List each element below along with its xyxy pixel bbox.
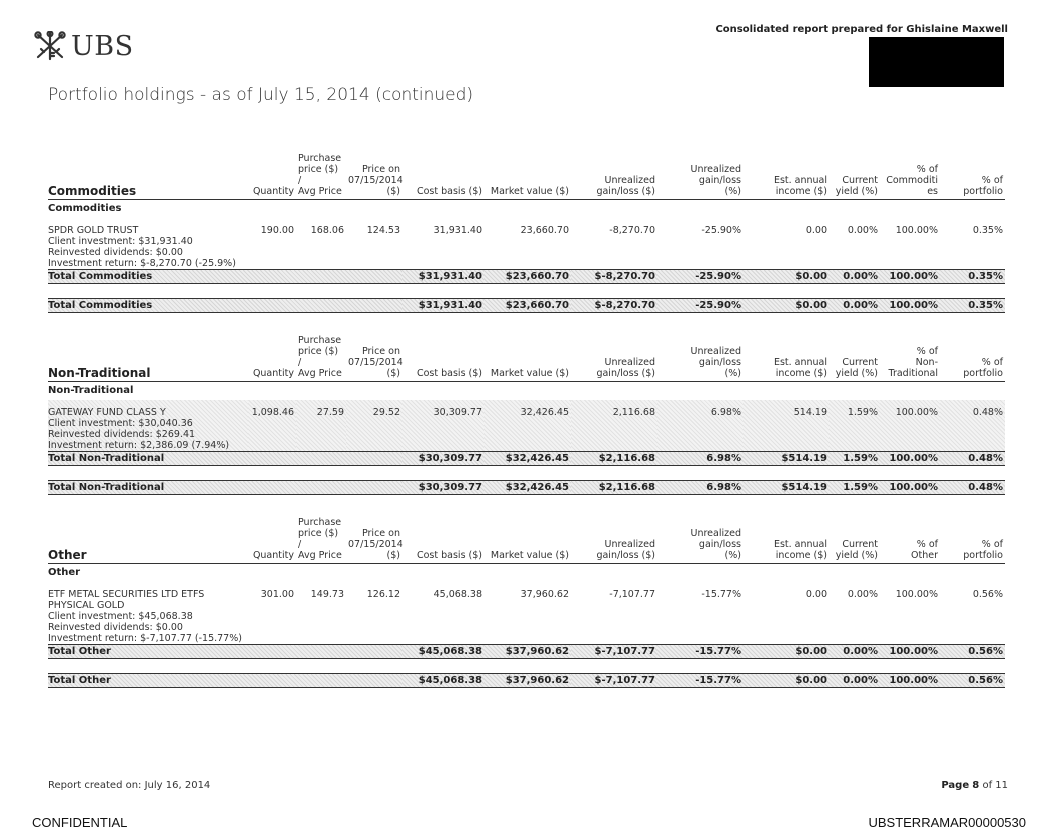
col-est-income: Est. annual income ($) bbox=[743, 335, 829, 382]
col-pct-portfolio: % of portfolio bbox=[940, 517, 1005, 564]
col-purchase-price: Purchase price ($) / Avg Price bbox=[296, 153, 346, 200]
subtotal-cost: $45,068.38 bbox=[402, 645, 484, 659]
subtotal-row bbox=[48, 452, 1005, 466]
total-unrealized: $-8,270.70 bbox=[571, 299, 657, 313]
page-current: 8 bbox=[972, 780, 980, 791]
holding-row bbox=[48, 218, 1005, 270]
col-cost-basis: Cost basis ($) bbox=[402, 335, 484, 382]
col-price-on-date: Price on 07/15/2014 ($) bbox=[346, 153, 402, 200]
section-non-traditional bbox=[48, 335, 1005, 495]
subtotal-pct-category: 100.00% bbox=[880, 452, 940, 466]
subtotal-unrealized: $-7,107.77 bbox=[571, 645, 657, 659]
total-row bbox=[48, 481, 1005, 495]
col-purchase-price: Purchase price ($) / Avg Price bbox=[296, 335, 346, 382]
holding-pct-category: 100.00% bbox=[895, 589, 938, 600]
section-title: Other bbox=[48, 517, 248, 564]
holding-cost-basis: 45,068.38 bbox=[433, 589, 482, 600]
holding-purchase-price: 27.59 bbox=[296, 400, 346, 452]
col-unrealized-pct: Unrealized gain/loss (%) bbox=[657, 153, 743, 200]
holding-unrealized-pct: -25.90% bbox=[701, 225, 741, 236]
holding-market-value: 23,660.70 bbox=[520, 225, 569, 236]
col-current-yield: Current yield (%) bbox=[829, 153, 880, 200]
total-income: $0.00 bbox=[743, 299, 829, 313]
col-pct-category: % of Commoditi es bbox=[880, 153, 940, 200]
holding-pct-category: 100.00% bbox=[895, 225, 938, 236]
total-pct-portfolio: 0.56% bbox=[940, 674, 1005, 688]
total-label: Total Non-Traditional bbox=[48, 481, 402, 495]
col-current-yield: Current yield (%) bbox=[829, 335, 880, 382]
total-unrealized-pct: 6.98% bbox=[657, 481, 743, 495]
col-est-income: Est. annual income ($) bbox=[743, 153, 829, 200]
holding-market-value: 32,426.45 bbox=[484, 400, 571, 452]
subtotal-cost: $31,931.40 bbox=[402, 270, 484, 284]
holding-est-income: 0.00 bbox=[805, 225, 827, 236]
section-title: Non-Traditional bbox=[48, 335, 248, 382]
holding-name: SPDR GOLD TRUST Client investment: $31,931.40 Reinvested dividends: $0.00 Investment return: $-8,270.70 (-25.9%) bbox=[48, 225, 236, 269]
total-row bbox=[48, 674, 1005, 688]
total-row bbox=[48, 299, 1005, 313]
col-quantity: Quantity bbox=[248, 335, 296, 382]
total-label: Total Commodities bbox=[48, 299, 402, 313]
subtotal-label: Total Other bbox=[48, 645, 402, 659]
subcategory-label: Non-Traditional bbox=[48, 385, 134, 396]
col-pct-category: % of Other bbox=[880, 517, 940, 564]
keys-icon bbox=[32, 31, 68, 61]
holding-purchase-price: 168.06 bbox=[310, 225, 344, 236]
col-pct-portfolio: % of portfolio bbox=[940, 335, 1005, 382]
total-unrealized-pct: -15.77% bbox=[657, 674, 743, 688]
col-quantity: Quantity bbox=[248, 517, 296, 564]
holding-yield: 0.00% bbox=[847, 225, 878, 236]
holding-purchase-price: 149.73 bbox=[310, 589, 344, 600]
report-recipient: Consolidated report prepared for Ghislaine Maxwell bbox=[715, 24, 1008, 35]
total-market: $37,960.62 bbox=[484, 674, 571, 688]
holding-unrealized: -7,107.77 bbox=[609, 589, 655, 600]
holding-price: 124.53 bbox=[366, 225, 400, 236]
col-unrealized: Unrealized gain/loss ($) bbox=[571, 153, 657, 200]
holding-pct-portfolio: 0.48% bbox=[940, 400, 1005, 452]
total-income: $514.19 bbox=[743, 481, 829, 495]
col-market-value: Market value ($) bbox=[484, 335, 571, 382]
redaction-box bbox=[869, 37, 1004, 87]
report-created-date: Report created on: July 16, 2014 bbox=[48, 780, 211, 791]
col-unrealized: Unrealized gain/loss ($) bbox=[571, 335, 657, 382]
subtotal-unrealized: $-8,270.70 bbox=[571, 270, 657, 284]
holding-quantity: 190.00 bbox=[260, 225, 294, 236]
confidential-stamp: CONFIDENTIAL bbox=[32, 815, 128, 830]
holding-unrealized-pct: 6.98% bbox=[657, 400, 743, 452]
subtotal-yield: 0.00% bbox=[829, 645, 880, 659]
holding-name: ETF METAL SECURITIES LTD ETFS PHYSICAL GOLD Client investment: $45,068.38 Reinvested dividends: $0.00 Investment return: $-7,107.77 (-15.77%) bbox=[48, 589, 242, 644]
col-unrealized-pct: Unrealized gain/loss (%) bbox=[657, 335, 743, 382]
page-title: Portfolio holdings - as of July 15, 2014 (continued) bbox=[48, 85, 474, 105]
section-other bbox=[48, 517, 1005, 688]
subtotal-pct-category: 100.00% bbox=[880, 270, 940, 284]
holding-cost-basis: 30,309.77 bbox=[402, 400, 484, 452]
total-market: $23,660.70 bbox=[484, 299, 571, 313]
holding-unrealized: -8,270.70 bbox=[609, 225, 655, 236]
total-pct-category: 100.00% bbox=[880, 674, 940, 688]
subtotal-pct-portfolio: 0.48% bbox=[940, 452, 1005, 466]
total-pct-category: 100.00% bbox=[880, 481, 940, 495]
subtotal-cost: $30,309.77 bbox=[402, 452, 484, 466]
col-cost-basis: Cost basis ($) bbox=[402, 517, 484, 564]
total-cost: $30,309.77 bbox=[402, 481, 484, 495]
col-cost-basis: Cost basis ($) bbox=[402, 153, 484, 200]
holding-market-value: 37,960.62 bbox=[520, 589, 569, 600]
holding-row bbox=[48, 400, 1005, 452]
col-pct-portfolio: % of portfolio bbox=[940, 153, 1005, 200]
holding-quantity: 301.00 bbox=[260, 589, 294, 600]
holding-est-income: 0.00 bbox=[805, 589, 827, 600]
subtotal-pct-category: 100.00% bbox=[880, 645, 940, 659]
col-market-value: Market value ($) bbox=[484, 153, 571, 200]
subtotal-yield: 0.00% bbox=[829, 270, 880, 284]
col-est-income: Est. annual income ($) bbox=[743, 517, 829, 564]
subtotal-pct-portfolio: 0.35% bbox=[940, 270, 1005, 284]
holding-pct-category: 100.00% bbox=[880, 400, 940, 452]
subtotal-income: $0.00 bbox=[743, 270, 829, 284]
total-pct-portfolio: 0.35% bbox=[940, 299, 1005, 313]
holding-unrealized-pct: -15.77% bbox=[701, 589, 741, 600]
col-current-yield: Current yield (%) bbox=[829, 517, 880, 564]
col-unrealized-pct: Unrealized gain/loss (%) bbox=[657, 517, 743, 564]
total-yield: 0.00% bbox=[829, 299, 880, 313]
total-yield: 0.00% bbox=[829, 674, 880, 688]
total-label: Total Other bbox=[48, 674, 402, 688]
holding-cost-basis: 31,931.40 bbox=[433, 225, 482, 236]
subcategory-label: Other bbox=[48, 567, 81, 578]
page-number bbox=[941, 780, 1008, 791]
subcategory-label: Commodities bbox=[48, 203, 122, 214]
holding-row bbox=[48, 582, 1005, 645]
holding-yield: 1.59% bbox=[829, 400, 880, 452]
total-market: $32,426.45 bbox=[484, 481, 571, 495]
subtotal-unrealized-pct: 6.98% bbox=[657, 452, 743, 466]
ubs-logo bbox=[32, 26, 134, 66]
subtotal-unrealized-pct: -25.90% bbox=[657, 270, 743, 284]
holding-pct-portfolio: 0.56% bbox=[972, 589, 1003, 600]
total-unrealized-pct: -25.90% bbox=[657, 299, 743, 313]
holding-price: 126.12 bbox=[366, 589, 400, 600]
subtotal-income: $514.19 bbox=[743, 452, 829, 466]
holding-est-income: 514.19 bbox=[743, 400, 829, 452]
subtotal-unrealized-pct: -15.77% bbox=[657, 645, 743, 659]
logo-text: UBS bbox=[71, 30, 134, 62]
page-label: Page bbox=[941, 780, 970, 791]
subtotal-market: $37,960.62 bbox=[484, 645, 571, 659]
total-income: $0.00 bbox=[743, 674, 829, 688]
col-purchase-price: Purchase price ($) / Avg Price bbox=[296, 517, 346, 564]
subtotal-row bbox=[48, 645, 1005, 659]
holding-yield: 0.00% bbox=[847, 589, 878, 600]
subtotal-market: $23,660.70 bbox=[484, 270, 571, 284]
page-total: of 11 bbox=[982, 780, 1008, 791]
bates-number: UBSTERRAMAR00000530 bbox=[868, 815, 1026, 830]
col-pct-category: % of Non- Traditional bbox=[880, 335, 940, 382]
subtotal-label: Total Commodities bbox=[48, 270, 402, 284]
total-pct-portfolio: 0.48% bbox=[940, 481, 1005, 495]
col-price-on-date: Price on 07/15/2014 ($) bbox=[346, 335, 402, 382]
total-pct-category: 100.00% bbox=[880, 299, 940, 313]
subtotal-market: $32,426.45 bbox=[484, 452, 571, 466]
col-price-on-date: Price on 07/15/2014 ($) bbox=[346, 517, 402, 564]
col-market-value: Market value ($) bbox=[484, 517, 571, 564]
subtotal-row bbox=[48, 270, 1005, 284]
total-unrealized: $2,116.68 bbox=[571, 481, 657, 495]
section-title: Commodities bbox=[48, 153, 248, 200]
subtotal-unrealized: $2,116.68 bbox=[571, 452, 657, 466]
subtotal-label: Total Non-Traditional bbox=[48, 452, 402, 466]
total-cost: $31,931.40 bbox=[402, 299, 484, 313]
holding-name: GATEWAY FUND CLASS Y Client investment: $30,040.36 Reinvested dividends: $269.41 Investment return: $2,386.09 (7.94%) bbox=[48, 400, 248, 452]
subtotal-pct-portfolio: 0.56% bbox=[940, 645, 1005, 659]
total-cost: $45,068.38 bbox=[402, 674, 484, 688]
holding-pct-portfolio: 0.35% bbox=[972, 225, 1003, 236]
total-yield: 1.59% bbox=[829, 481, 880, 495]
col-unrealized: Unrealized gain/loss ($) bbox=[571, 517, 657, 564]
section-commodities bbox=[48, 153, 1005, 313]
subtotal-yield: 1.59% bbox=[829, 452, 880, 466]
holding-unrealized: 2,116.68 bbox=[571, 400, 657, 452]
col-quantity: Quantity bbox=[248, 153, 296, 200]
holding-price: 29.52 bbox=[346, 400, 402, 452]
subtotal-income: $0.00 bbox=[743, 645, 829, 659]
total-unrealized: $-7,107.77 bbox=[571, 674, 657, 688]
holding-quantity: 1,098.46 bbox=[248, 400, 296, 452]
